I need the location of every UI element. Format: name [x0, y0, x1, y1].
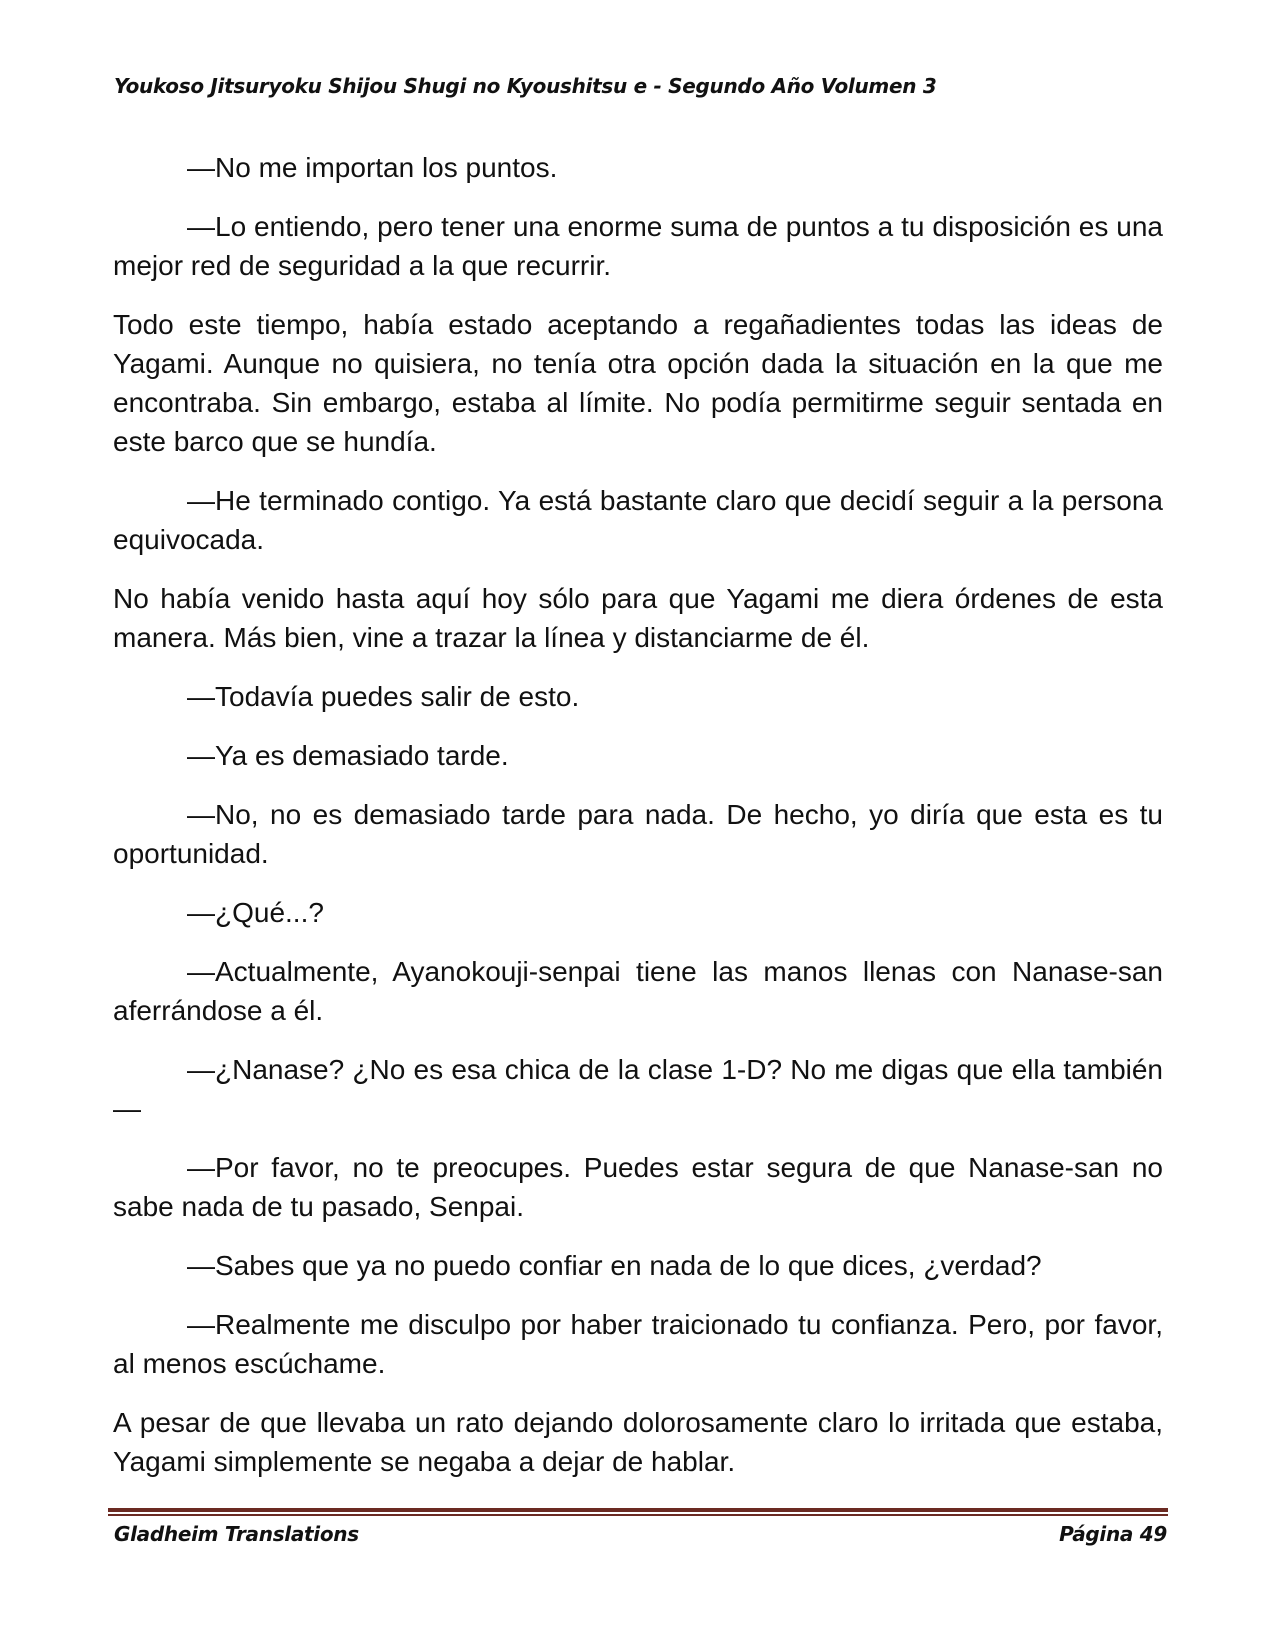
paragraph: —Lo entiendo, pero tener una enorme suma de puntos a tu disposición es una mejor red de seguridad a la que recurrir.	[113, 211, 1163, 281]
paragraph: —¿Nanase? ¿No es esa chica de la clase 1-D? No me digas que ella también—	[113, 1054, 1163, 1124]
paragraph: —Realmente me disculpo por haber traicionado tu confianza. Pero, por favor, al menos escúchame.	[113, 1309, 1163, 1379]
paragraph: —Actualmente, Ayanokouji-senpai tiene las manos llenas con Nanase-san aferrándose a él.	[113, 956, 1163, 1026]
page-number: Página 49	[1059, 1522, 1167, 1546]
paragraph: —¿Qué...?	[187, 897, 324, 928]
paragraph: —Todavía puedes salir de esto.	[187, 681, 580, 712]
paragraph: —He terminado contigo. Ya está bastante claro que decidí seguir a la persona equivocada.	[113, 485, 1163, 555]
footer-rule-thick	[108, 1508, 1168, 1512]
footer-credit: Gladheim Translations	[114, 1522, 359, 1546]
paragraph: —No, no es demasiado tarde para nada. De hecho, yo diría que esta es tu oportunidad.	[113, 799, 1163, 869]
paragraph: —Sabes que ya no puedo confiar en nada de lo que dices, ¿verdad?	[187, 1250, 1042, 1281]
footer-rule-thin	[108, 1514, 1168, 1516]
page-body	[113, 148, 1163, 1481]
paragraph: —No me importan los puntos.	[187, 152, 558, 183]
paragraph: No había venido hasta aquí hoy sólo para que Yagami me diera órdenes de esta manera. Más bien, vine a trazar la línea y distanciarme de él.	[113, 583, 1163, 653]
paragraph: —Por favor, no te preocupes. Puedes estar segura de que Nanase-san no sabe nada de tu pasado, Senpai.	[113, 1152, 1163, 1222]
paragraph: Todo este tiempo, había estado aceptando a regañadientes todas las ideas de Yagami. Aunque no quisiera, no tenía otra opción dada la situación en la que me encontraba. Sin embargo, estaba al límite. No podía permitirme seguir sentada en este barco que se hundía.	[113, 309, 1163, 457]
footer-rule	[108, 1508, 1168, 1516]
running-header: Youkoso Jitsuryoku Shijou Shugi no Kyoushitsu e - Segundo Año Volumen 3	[114, 74, 937, 98]
paragraph: —Ya es demasiado tarde.	[187, 740, 509, 771]
paragraph: A pesar de que llevaba un rato dejando dolorosamente claro lo irritada que estaba, Yagami simplemente se negaba a dejar de hablar.	[113, 1407, 1163, 1477]
